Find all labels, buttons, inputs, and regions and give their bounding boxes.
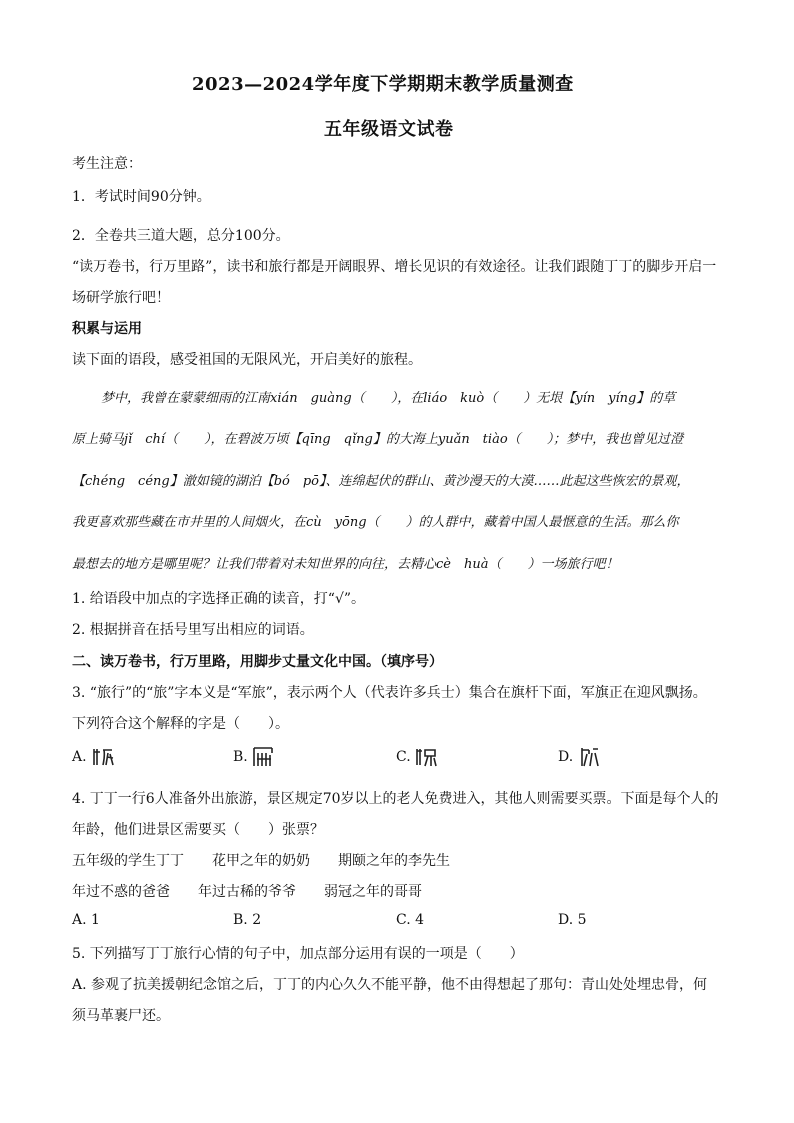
q5-line: 5. 下列描写丁丁旅行心情的句子中，加点部分运用有误的一项是（ ） bbox=[72, 946, 524, 962]
q4-person-6: 弱冠之年的哥哥 bbox=[324, 884, 422, 900]
question-2: 2. 根据拼音在括号里写出相应的词语。 bbox=[72, 622, 314, 638]
q3-option-b-label: B. bbox=[233, 749, 248, 765]
q5-option-a-line-1: A. 参观了抗美援朝纪念馆之后，丁丁的内心久久不能平静，他不由得想起了那句：青山处处埋忠骨，何 bbox=[72, 977, 708, 993]
passage-line-1: 梦中，我曾在蒙蒙细雨的江南xián guàng（ ），在liáo kuò（ ）无垠【yín yíng】的草 bbox=[101, 391, 676, 406]
q4-option-d: D. 5 bbox=[558, 912, 587, 928]
section1-prompt: 读下面的语段，感受祖国的无限风光，开启美好的旅程。 bbox=[72, 352, 422, 368]
section2-title: 二、读万卷书，行万里路，用脚步丈量文化中国。（填序号） bbox=[72, 654, 443, 670]
q4-line-1: 4. 丁丁一行6人准备外出旅游，景区规定70岁以上的老人免费进入，其他人则需要买票。下面是每个人的 bbox=[72, 791, 719, 807]
q4-person-2: 花甲之年的奶奶 bbox=[212, 853, 310, 869]
q4-person-4: 年过不惑的爸爸 bbox=[72, 884, 170, 900]
q5-option-a-line-2: 须马革裹尸还。 bbox=[72, 1008, 170, 1024]
q4-option-b: B. 2 bbox=[233, 912, 262, 928]
ancient-glyph-a-icon bbox=[91, 745, 115, 769]
q3-option-d-label: D. bbox=[558, 749, 574, 765]
question-1: 1. 给语段中加点的字选择正确的读音，打“√”。 bbox=[72, 591, 366, 607]
q4-person-5: 年过古稀的爷爷 bbox=[198, 884, 296, 900]
q3-option-c bbox=[396, 745, 437, 769]
exam-title: 2023—2024学年度下学期期末教学质量测查 bbox=[192, 74, 574, 95]
passage-line-4: 我更喜欢那些藏在市井里的人间烟火，在cù yōng（ ）的人群中，藏着中国人最惬意的生活。那么你 bbox=[72, 515, 679, 530]
notes-heading: 考生注意： bbox=[72, 156, 142, 172]
q3-option-a bbox=[72, 745, 115, 769]
ancient-glyph-b-icon bbox=[252, 745, 274, 769]
q4-person-3: 期颐之年的李先生 bbox=[338, 853, 450, 869]
q3-option-a-label: A. bbox=[72, 749, 87, 765]
q3-line-1: 3. “旅行”的“旅”字本义是“军旅”，表示两个人（代表许多兵士）集合在旗杆下面，军旗正在迎风飘扬。 bbox=[72, 685, 707, 701]
q3-option-c-label: C. bbox=[396, 749, 411, 765]
q4-option-a: A. 1 bbox=[72, 912, 100, 928]
intro-line-2: 场研学旅行吧！ bbox=[72, 290, 170, 306]
passage-line-5: 最想去的地方是哪里呢？让我们带着对未知世界的向往，去精心cè huà（ ）一场旅行吧！ bbox=[72, 557, 619, 572]
ancient-glyph-d-icon bbox=[578, 745, 600, 769]
note-item-2: 2．全卷共三道大题，总分100分。 bbox=[72, 228, 290, 244]
q3-line-2: 下列符合这个解释的字是（ ）。 bbox=[72, 716, 289, 732]
q3-option-d bbox=[558, 745, 600, 769]
note-item-1: 1．考试时间90分钟。 bbox=[72, 189, 211, 205]
ancient-glyph-c-icon bbox=[415, 745, 437, 769]
section1-title: 积累与运用 bbox=[72, 321, 142, 337]
intro-line-1: “读万卷书，行万里路”，读书和旅行都是开阔眼界、增长见识的有效途径。让我们跟随丁丁的脚步开启一 bbox=[72, 259, 717, 275]
q4-person-1: 五年级的学生丁丁 bbox=[72, 853, 184, 869]
q3-option-b bbox=[233, 745, 274, 769]
passage-line-3: 【chéng céng】澈如镜的湖泊【bó pō】、连绵起伏的群山、黄沙漫天的大漠……此起这些恢宏的景观， bbox=[72, 474, 690, 489]
passage-line-2: 原上骑马jǐ chí（ ），在碧波万顷【qīng qǐng】的大海上yuǎn tiào（ ）；梦中，我也曾见过澄 bbox=[72, 432, 684, 447]
q4-line-2: 年龄，他们进景区需要买（ ）张票？ bbox=[72, 822, 324, 838]
exam-subtitle: 五年级语文试卷 bbox=[324, 119, 454, 140]
q4-option-c: C. 4 bbox=[396, 912, 425, 928]
